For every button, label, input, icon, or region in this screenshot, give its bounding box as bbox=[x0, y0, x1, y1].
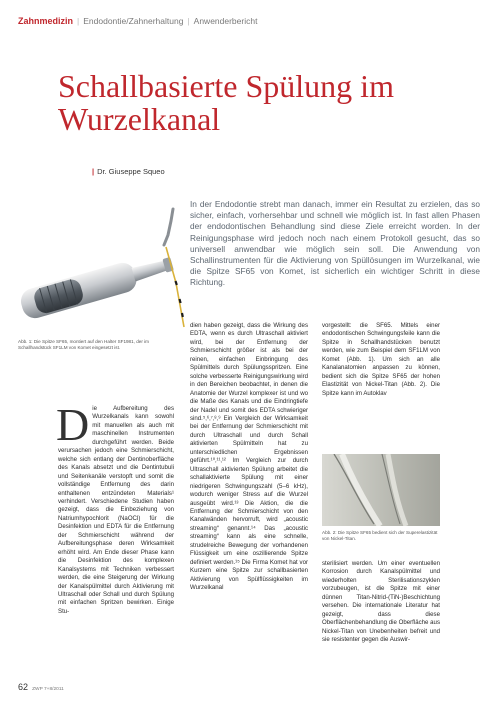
section-brand: Zahnmedizin bbox=[18, 16, 74, 26]
body-column-3-top: vorgestellt: die SF65. Mittels einer endodontischen Schwingungsfeile kann die Spitze in Schallhandstücken benutzt werden, wie zum Beispiel dem SF1LM von Komet (Abb. 1). Um sich an alle Kanalanatomien anpassen zu können, bedient sich die Spitze SF65 der hohen Elastizität von Nickel-Titan (Abb. 2). Die Spitze kann im Autoklav bbox=[322, 322, 440, 397]
page-header bbox=[18, 16, 257, 26]
figure-1-handpiece-photo bbox=[18, 205, 190, 335]
author-line bbox=[92, 167, 165, 176]
page-number: 62 bbox=[18, 682, 29, 692]
figure-2-caption: Abb. 2: Die Spitze SF65 bedient sich der Superelastizität von Nickel-Titan. bbox=[322, 530, 438, 542]
author-name: Dr. Giuseppe Squeo bbox=[97, 167, 165, 176]
author-marker: | bbox=[92, 167, 95, 176]
page-title: Schallbasierte Spülung im Wurzelkanal bbox=[58, 68, 394, 137]
body-column-2: dien haben gezeigt, dass die Wirkung des EDTA, wenn es durch Ultraschall aktiviert wird, bei der Entfernung der Schmierschicht größer ist als bei der reinen, einfachen Einbringung des Spülmittels durch Spülungsspritzen. Eine solche verbesserte Reinigungswirkung wird in den Bereichen beobachtet, in denen die Anatomie der Wurzel komplexer ist und wo die Maße des Kanals und die Eindringtiefe der Nadel und somit des EDTA schwieriger sind.⁵‚⁶‚⁷‚⁸‚⁹ Ein Vergleich der Wirksamkeit bei der Entfernung der Schmierschicht mit durch Ultraschall und durch Schall aktivierten Spülmitteln hat zu unterschiedlichen Ergebnissen geführt.¹⁰‚¹¹‚¹² Im Vergleich zur durch Ultraschall aktivierten Spülung arbeitet die schallaktivierte Spülung mit einer niedrigeren Schwingungszahl (5–6 kHz), wodurch weniger Stress auf die Wurzel ausgeübt wird.¹³ Die Aktion, die die Entfernung der Schmierschicht von den Kanalwänden hervorruft, wird „acoustic streaming“ genannt.¹⁴ Das „acoustic streaming“ kann als eine schnelle, strudelreiche Bewegung der vorhandenen Flüssigkeit um eine oszillierende Spitze definiert werden.¹⁵ Die Firma Komet hat vor Kurzem eine Spitze zur schallbasierten Aktivierung von Spülflüssigkeiten im Wurzelkanal bbox=[190, 322, 308, 592]
article-type: Anwenderbericht bbox=[193, 16, 258, 26]
body-column-1-text: ie Aufbereitung des Wurzelkanals kann sowohl mit manuellen als auch mit maschinellen Instrumenten durchgeführt werden. Beide verursachen jedoch eine Schmierschicht, welche sich entlang der Dentinoberfläche des Kanals absetzt und die Dentintubuli und Seitenkanäle verstopft und somit die vollständige Entfernung des darin enthaltenen entzündeten Materials¹ verhindert. Verschiedene Studien haben gezeigt, dass die Einbeziehung von Natriumhypochlorit (NaOCl) für die Desinfektion und EDTA für die Entfernung der Schmierschicht während der Aufbereitungsphase deren Wirksamkeit erhöht wird. Am Ende dieser Phase kann die Desinfektion des komplexen Kanalsystems mit Techniken verbessert werden, die eine Steigerung der Wirkung der Kanalspülmittel durch Aktivierung mit Ultraschall oder Schall und durch Spülung mit einfachen Spritzen bewirken. Einige Stu- bbox=[58, 405, 174, 615]
header-divider: | bbox=[77, 16, 80, 26]
lead-paragraph: In der Endodontie strebt man danach, immer ein Resultat zu erzielen, das so sicher, einfach, vorhersehbar und schnell wie möglich ist. In fast allen Phasen der endodontischen Behandlung sind diese Ziele erreicht worden. In der Reinigungsphase wird jedoch noch nach einem Protokoll gesucht, das so universell anwendbar wie möglich sein soll. Die Anwendung von Schallinstrumenten für die Aktivierung von Spüllösungen im Wurzelkanal, wie die Spitze SF65 von Komet, ist sicherlich ein wichtiger Schritt in diese Richtung. bbox=[190, 199, 480, 288]
body-column-1 bbox=[56, 399, 174, 616]
canal-illustration bbox=[322, 454, 440, 526]
figure-2-canal-photo bbox=[322, 454, 440, 526]
handpiece-neck bbox=[132, 259, 169, 282]
issue-label: ZWP 7+8/2011 bbox=[32, 687, 64, 692]
page-footer bbox=[18, 682, 64, 692]
section-name: Endodontie/Zahnerhaltung bbox=[83, 16, 184, 26]
drop-cap: D bbox=[56, 399, 90, 450]
header-divider: | bbox=[187, 16, 190, 26]
tip-holder bbox=[164, 209, 173, 245]
figure-1-caption: Abb. 1: Die Spitze SF65, montiert auf den Halter SF1981, der im Schallhandstück SF1LM von Komet eingesetzt ist. bbox=[18, 339, 149, 351]
handpiece-illustration bbox=[18, 205, 190, 335]
body-column-3-bottom: sterilisiert werden. Um einer eventuellen Korrosion durch Kanalspülmittel und wiederholten Sterilisationszyklen vorzubeugen, ist die Spitze mit einer dünnen Titan-Nitrid-(TiN-)Beschichtung versehen. Die internationale Literatur hat gezeigt, dass diese Oberflächenbehandlung die Oberfläche aus Nickel-Titan von Unebenheiten befreit und sie resistenter gegen die Auswir- bbox=[322, 560, 440, 644]
